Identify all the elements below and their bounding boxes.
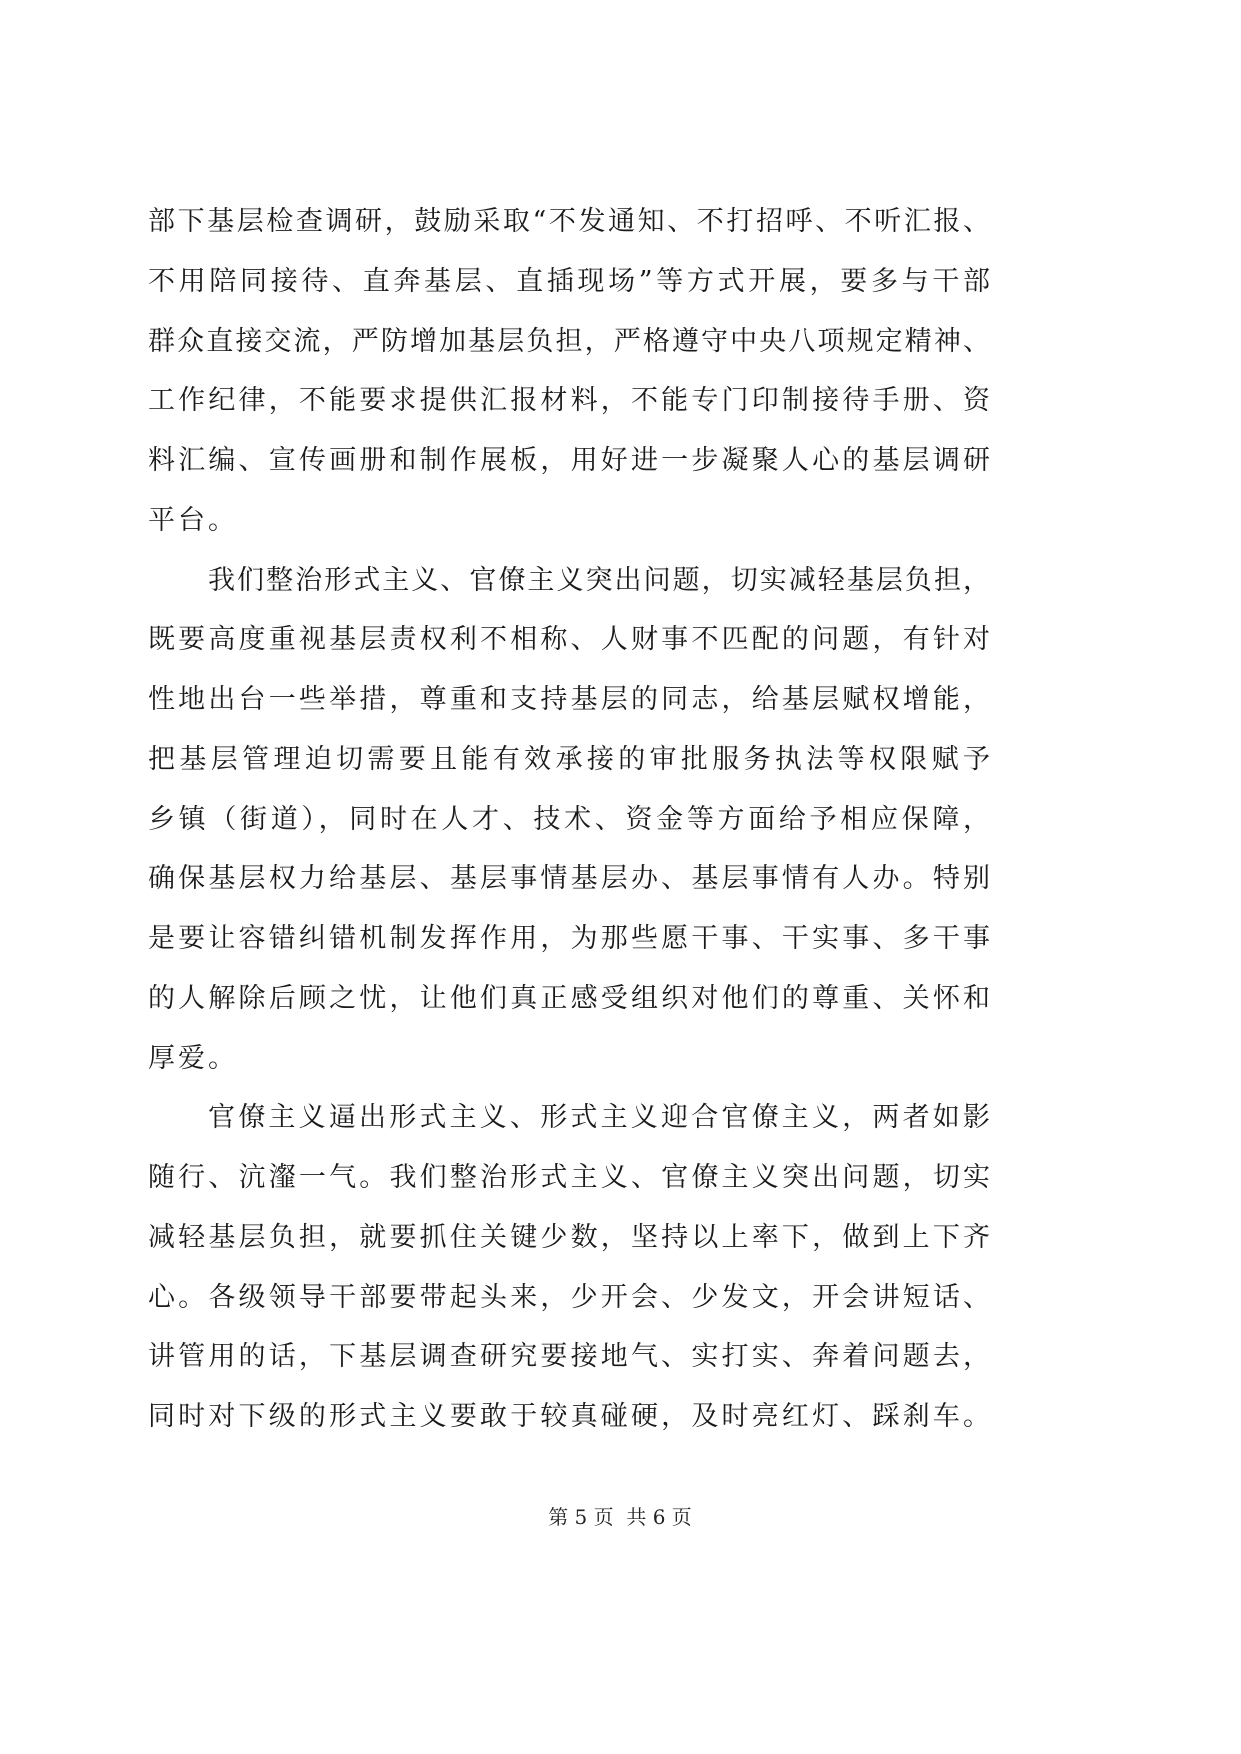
text-line: 把基层管理迫切需要且能有效承接的审批服务执法等权限赋予 xyxy=(148,743,990,775)
text-line: 心。各级领导干部要带起头来，少开会、少发文，开会讲短话、 xyxy=(148,1281,990,1313)
text-line: 确保基层权力给基层、基层事情基层办、基层事情有人办。特别 xyxy=(148,863,990,895)
text-line: 我们整治形式主义、官僚主义突出问题，切实减轻基层负担， xyxy=(208,564,990,596)
text-line: 不用陪同接待、直奔基层、直插现场”等方式开展，要多与干部 xyxy=(148,265,990,297)
text-line: 官僚主义逼出形式主义、形式主义迎合官僚主义，两者如影 xyxy=(208,1102,990,1134)
page-footer: 第 5 页 共 6 页 xyxy=(548,1505,692,1529)
text-line: 料汇编、宣传画册和制作展板，用好进一步凝聚人心的基层调研 xyxy=(148,445,990,476)
text-line: 同时对下级的形式主义要敢于较真碰硬，及时亮红灯、踩刹车。 xyxy=(148,1401,990,1432)
text-line: 既要高度重视基层责权利不相称、人财事不匹配的问题，有针对 xyxy=(148,624,990,656)
text-line: 性地出台一些举措，尊重和支持基层的同志，给基层赋权增能， xyxy=(148,684,990,715)
text-line: 群众直接交流，严防增加基层负担，严格遵守中央八项规定精神、 xyxy=(148,325,990,357)
text-line: 随行、沆瀣一气。我们整治形式主义、官僚主义突出问题，切实 xyxy=(148,1162,990,1193)
text-line: 减轻基层负担，就要抓住关键少数，坚持以上率下，做到上下齐 xyxy=(148,1221,990,1253)
text-line: 是要让容错纠错机制发挥作用，为那些愿干事、干实事、多干事 xyxy=(148,923,990,954)
text-line: 的人解除后顾之忧，让他们真正感受组织对他们的尊重、关怀和 xyxy=(148,982,990,1014)
text-line: 部下基层检查调研，鼓励采取“不发通知、不打招呼、不听汇报、 xyxy=(148,206,990,237)
text-line: 工作纪律，不能要求提供汇报材料，不能专门印制接待手册、资 xyxy=(148,385,990,417)
text-line: 平台。 xyxy=(148,504,238,536)
text-line: 乡镇（街道），同时在人才、技术、资金等方面给予相应保障， xyxy=(148,803,990,835)
text-line: 厚爱。 xyxy=(148,1042,238,1074)
text-line: 讲管用的话，下基层调查研究要接地气、实打实、奔着问题去， xyxy=(148,1341,990,1373)
